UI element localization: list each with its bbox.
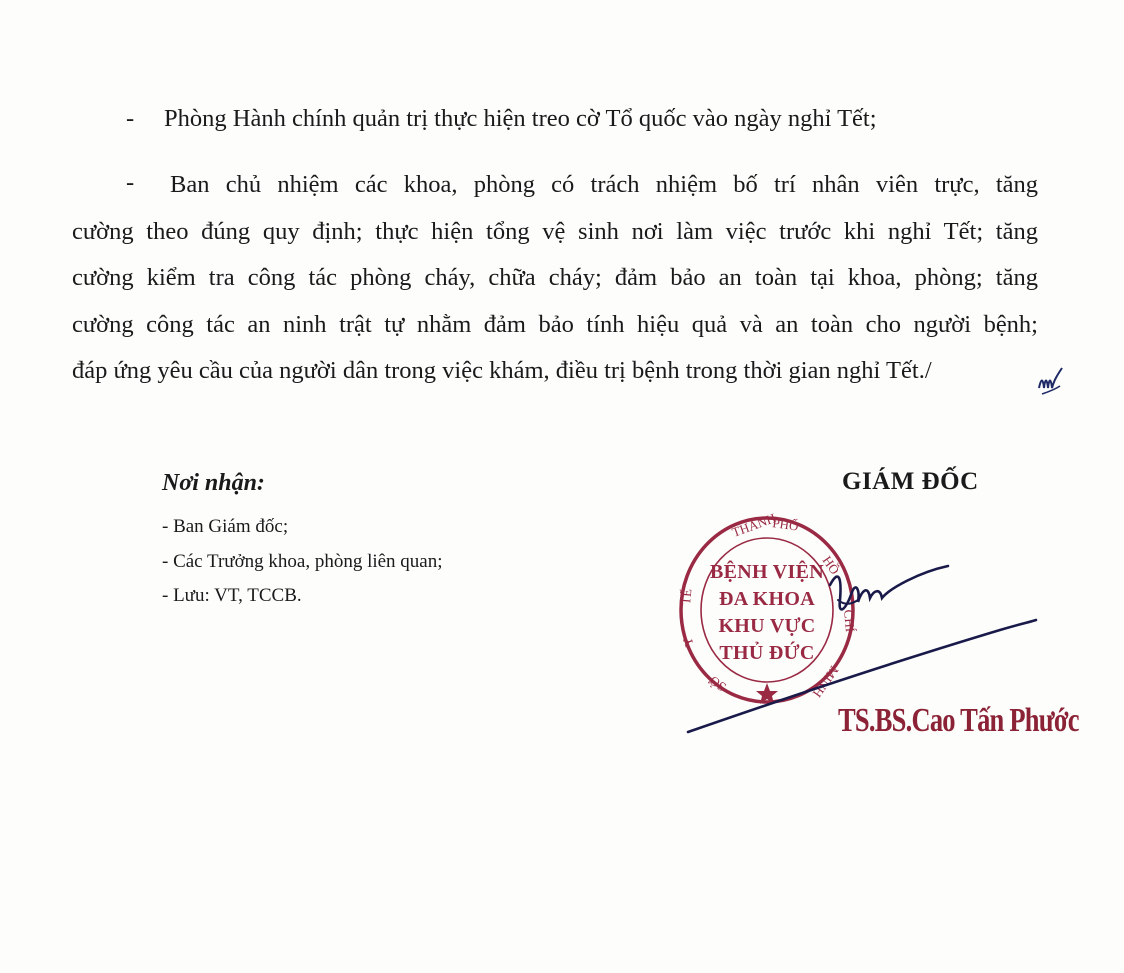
signer-position: GIÁM ĐỐC: [842, 468, 979, 495]
recipients-title: Nơi nhận:: [162, 470, 265, 496]
bullet-dash: -: [126, 105, 135, 132]
paragraph-line: cường công tác an ninh trật tự nhằm đảm bảo tính hiệu quả và an toàn cho người bệnh;: [72, 310, 1038, 338]
svg-text:THÀNH: THÀNH: [729, 510, 778, 540]
paragraph-line: cường kiểm tra công tác phòng cháy, chữa cháy; đảm bảo an toàn tại khoa, phòng; tăng: [72, 264, 1038, 292]
paragraph-line: Ban chủ nhiệm các khoa, phòng có trách nhiệm bố trí nhân viên trực, tăng: [170, 171, 1038, 198]
svg-text:MINH: MINH: [809, 663, 842, 701]
signer-name: TS.BS.Cao Tấn Phước: [838, 702, 1079, 739]
seal-line: THỦ ĐỨC: [719, 642, 815, 664]
svg-text:PHỐ: PHỐ: [771, 515, 800, 534]
recipient-item: - Ban Giám đốc;: [162, 516, 289, 537]
svg-text:Y: Y: [679, 635, 697, 650]
recipient-item: - Các Trưởng khoa, phòng liên quan;: [162, 550, 443, 572]
bullet-dash: -: [126, 169, 135, 196]
seal-line: KHU VỰC: [718, 615, 816, 637]
recipient-item: - Lưu: VT, TCCB.: [162, 585, 302, 606]
seal-line: BỆNH VIỆN: [709, 561, 825, 583]
svg-text:HỒ: HỒ: [819, 553, 843, 578]
svg-text:CHÍ: CHÍ: [841, 608, 858, 633]
bullet-item-1-text: Phòng Hành chính quản trị thực hiện treo cờ Tổ quốc vào ngày nghỉ Tết;: [164, 105, 877, 132]
svg-text:TẾ: TẾ: [678, 588, 695, 606]
seal-line: ĐA KHOA: [719, 588, 815, 610]
paragraph-line: cường theo đúng quy định; thực hiện tổng vệ sinh nơi làm việc trước khi nghỉ Tết; tăng: [72, 217, 1038, 245]
paragraph-line: đáp ứng yêu cầu của người dân trong việc khám, điều trị bệnh trong thời gian nghỉ Tết./: [72, 357, 932, 385]
svg-text:SỞ: SỞ: [706, 673, 729, 695]
